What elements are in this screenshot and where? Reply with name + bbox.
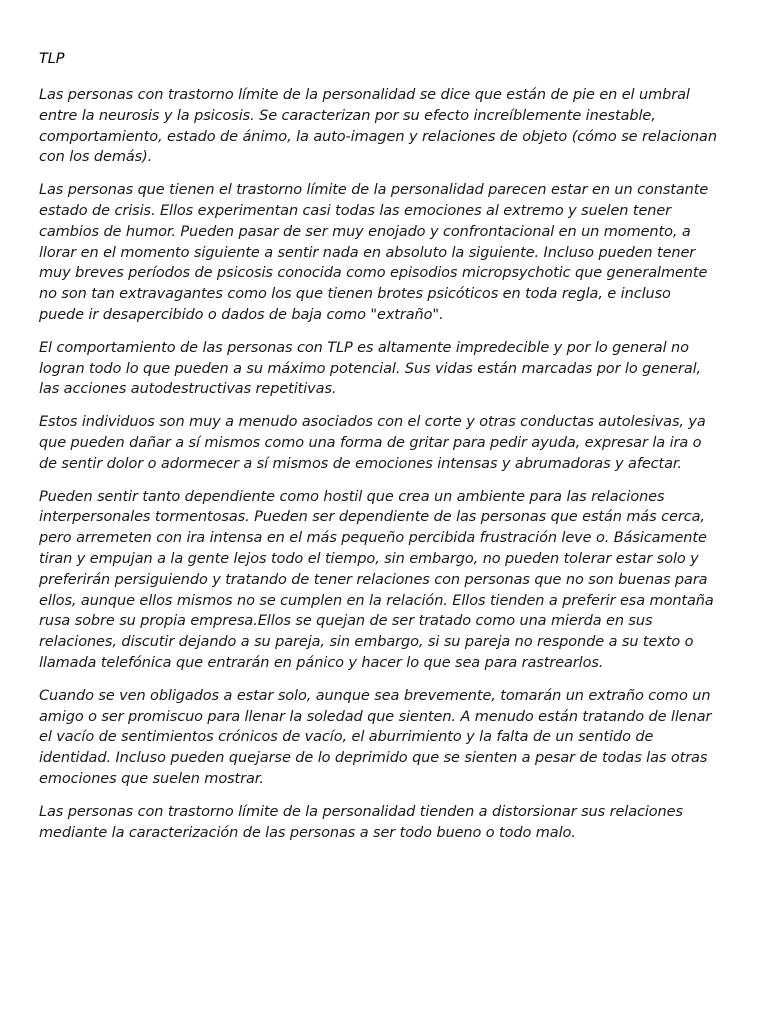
- paragraph-3: El comportamiento de las personas con TLP es altamente impredecible y por lo general no logran todo lo que pueden a su máximo potencial. Sus vidas están marcadas por lo general, las acciones autodestructivas repetitivas.: [39, 339, 702, 398]
- paragraph-7: Las personas con trastorno límite de la personalidad tienden a distorsionar sus relaciones mediante la caracterización de las personas a ser todo bueno o todo malo.: [39, 803, 683, 841]
- document-title: TLP: [39, 51, 65, 67]
- document-page: [39, 48, 719, 855]
- paragraph-6: Cuando se ven obligados a estar solo, aunque sea brevemente, tomarán un extraño como un amigo o ser promiscuo para llenar la soledad que sienten. A menudo están tratando de llenar el vacío de sentimientos crónicos de vacío, el aburrimiento y la falta de un sentido de identidad. Incluso pueden quejarse de lo deprimido que se sienten a pesar de todas las otras emociones que suelen mostrar.: [39, 687, 712, 787]
- paragraph-2: Las personas que tienen el trastorno límite de la personalidad parecen estar en un constante estado de crisis. Ellos experimentan casi todas las emociones al extremo y suelen tener cambios de humor. Pueden pasar de ser muy enojado y confrontacional en un momento, a llorar en el momento siguiente a sentir nada en absoluto la siguiente. Incluso pueden tener muy breves períodos de psicosis conocida como episodios micropsychotic que generalmente no son tan extravagantes como los que tienen brotes psicóticos en toda regla, e incluso puede ir desapercibido o dados de baja como "extraño".: [39, 182, 709, 323]
- paragraph-4: Estos individuos son muy a menudo asociados con el corte y otras conductas autolesivas, ya que pueden dañar a sí mismos como una forma de gritar para pedir ayuda, expresar la ira o de sentir dolor o adormecer a sí mismos de emociones intensas y abrumadoras y afectar.: [39, 414, 706, 472]
- paragraph-5: Pueden sentir tanto dependiente como hostil que crea un ambiente para las relaciones interpersonales tormentosas. Pueden ser dependiente de las personas que están más cerca, pero arremeten con ira intensa en el más pequeño percibida frustración leve o. Básicamente tiran y empujan a la gente lejos todo el tiempo, sin embargo, no pueden tolerar estar solo y preferirán persiguiendo y tratando de tener relaciones con personas que no son buenas para ellos, aunque ellos mismos no se cumplen en la relación. Ellos tienden a preferir esa montaña rusa sobre su propia empresa.Ellos se quejan de ser tratado como una mierda en sus relaciones, discutir dejando a su pareja, sin embargo, si su pareja no responde a su texto o llamada telefónica que entrarán en pánico y hacer lo que sea para rastrearlos.: [39, 488, 714, 671]
- paragraph-1: Las personas con trastorno límite de la personalidad se dice que están de pie en el umbral entre la neurosis y la psicosis. Se caracterizan por su efecto increíblemente inestable, comportamiento, estado de ánimo, la auto-imagen y relaciones de objeto (cómo se relacionan con los demás).: [39, 87, 717, 166]
